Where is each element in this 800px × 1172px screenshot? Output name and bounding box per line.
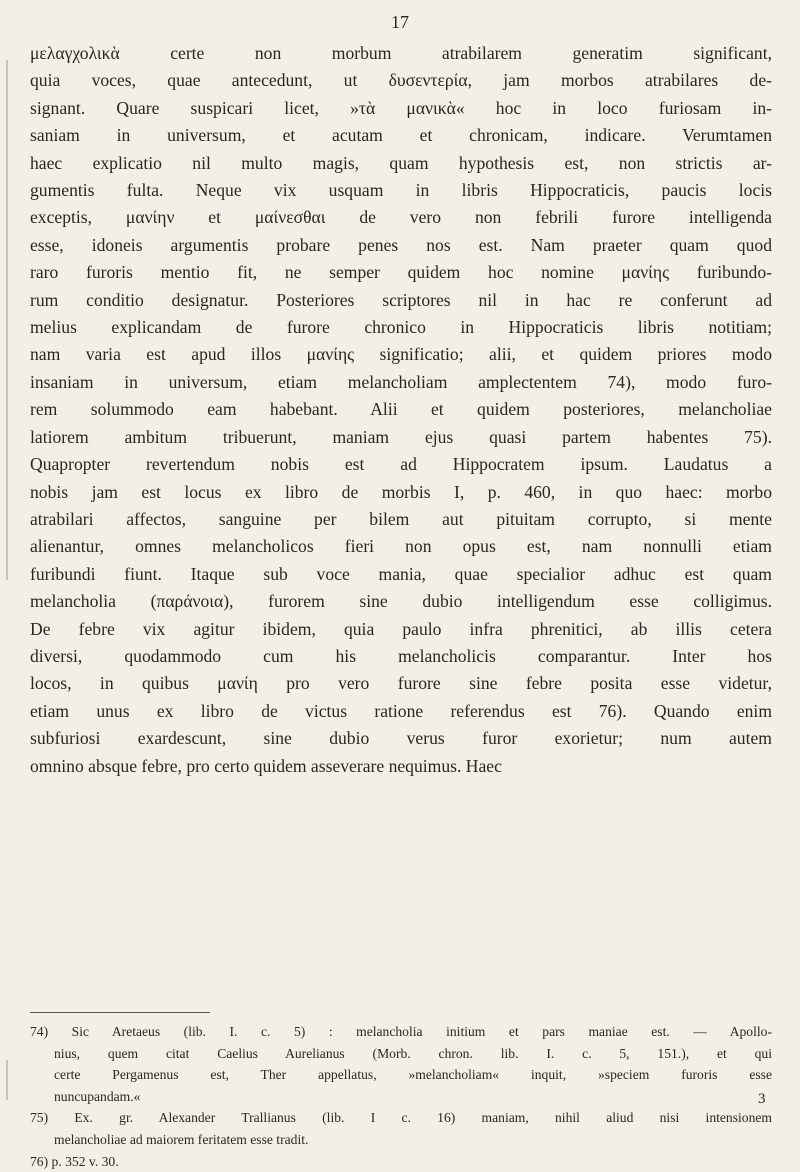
text-line: melancholia (παράνοια), furorem sine dubio intelligendum esse colligimus.: [30, 591, 772, 612]
text-line: Quapropter revertendum nobis est ad Hippocratem ipsum. Laudatus a: [30, 454, 772, 475]
text-line: subfuriosi exardescunt, sine dubio verus furor exorietur; num autem: [30, 728, 772, 749]
signature-mark: 3: [758, 1091, 766, 1107]
text-line: saniam in universum, et acutam et chronicam, indicare. Verumtamen: [30, 125, 772, 146]
text-line: μελαγχολικὰ certe non morbum atrabilarem generatim significant,: [30, 43, 772, 63]
text-line: omnino absque febre, pro certo quidem asseverare nequimus. Haec: [30, 755, 502, 776]
text-line: nam varia est apud illos μανίης significatio; alii, et quidem priores modo: [30, 344, 772, 365]
footnote-line: 76) p. 352 v. 30.: [30, 1153, 119, 1169]
footnote-line: melancholiae ad maiorem feritatem esse tradit.: [54, 1131, 309, 1147]
text-line: raro furoris mentio fit, ne semper quidem hoc nomine μανίης furibundo-: [30, 262, 772, 283]
text-line: rum conditio designatur. Posteriores scriptores nil in hac re conferunt ad: [30, 289, 772, 310]
footnote-line: nuncupandam.«: [54, 1088, 141, 1104]
text-line: De febre vix agitur ibidem, quia paulo infra phrenitici, ab illis cetera: [30, 618, 772, 639]
text-line: atrabilari affectos, sanguine per bilem aut pituitam corrupto, si mente: [30, 508, 772, 529]
text-line: insaniam in universum, etiam melancholiam amplectentem 74), modo furo-: [30, 371, 772, 392]
footnote-line: 74) Sic Aretaeus (lib. I. c. 5) : melancholia initium et pars maniae est. — Apollo-: [30, 1024, 772, 1039]
text-line: rem solummodo eam habebant. Alii et quidem posteriores, melancholiae: [30, 399, 772, 420]
text-line: locos, in quibus μανίη pro vero furore sine febre posita esse videtur,: [30, 673, 772, 694]
footnote-rule: [30, 1012, 210, 1013]
page-number: 17: [391, 12, 409, 32]
text-line: nobis jam est locus ex libro de morbis I, p. 460, in quo haec: morbo: [30, 481, 772, 502]
footnote-line: certe Pergamenus est, Ther appellatus, »melancholiam« inquit, »speciem furoris esse: [54, 1067, 772, 1083]
text-line: etiam unus ex libro de victus ratione referendus est 76). Quando enim: [30, 700, 772, 721]
text-line: melius explicandam de furore chronico in Hippocraticis libris notitiam;: [30, 317, 772, 338]
text-line: quia voces, quae antecedunt, ut δυσεντερία, jam morbos atrabilares de-: [30, 70, 772, 91]
page-edge-mark: [6, 1060, 8, 1100]
text-line: furibundi fiunt. Itaque sub voce mania, quae specialior adhuc est quam: [30, 563, 772, 584]
text-line: alienantur, omnes melancholicos fieri non opus est, nam nonnulli etiam: [30, 536, 772, 557]
body-text: [30, 40, 772, 780]
page-edge-mark: [6, 60, 8, 580]
text-line: haec explicatio nil multo magis, quam hypothesis est, non strictis ar-: [30, 152, 772, 173]
text-line: exceptis, μανίην et μαίνεσθαι de vero non febrili furore intelligenda: [30, 207, 772, 228]
footnote-line: nius, quem citat Caelius Aurelianus (Morb. chron. lib. I. c. 5, 151.), et qui: [54, 1045, 772, 1061]
footnote-line: 75) Ex. gr. Alexander Trallianus (lib. I c. 16) maniam, nihil aliud nisi intensionem: [30, 1110, 772, 1126]
text-line: signant. Quare suspicari licet, »τὰ μανικὰ« hoc in loco furiosam in-: [30, 97, 772, 118]
text-line: gumentis fulta. Neque vix usquam in libris Hippocraticis, paucis locis: [30, 180, 772, 201]
text-line: diversi, quodammodo cum his melancholicis comparantur. Inter hos: [30, 645, 772, 666]
text-line: esse, idoneis argumentis probare penes nos est. Nam praeter quam quod: [30, 234, 772, 255]
footnotes: [30, 1021, 772, 1172]
text-line: latiorem ambitum tribuerunt, maniam ejus quasi partem habentes 75).: [30, 426, 772, 447]
